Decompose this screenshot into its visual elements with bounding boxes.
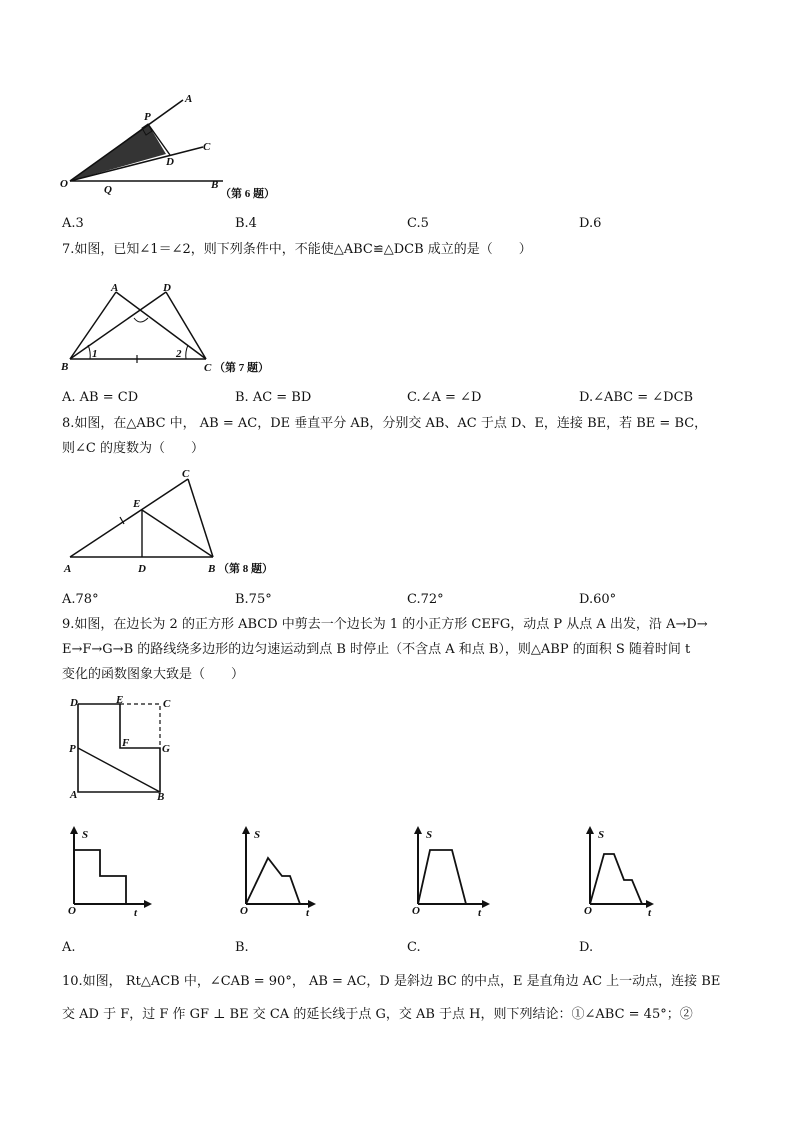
q6-figure	[58, 92, 308, 204]
q7-caption: （第 7 题）	[214, 362, 269, 374]
q6-option-a: A.3	[62, 216, 84, 231]
q7-option-d: D.∠ABC = ∠DCB	[579, 390, 694, 405]
q8-caption: （第 8 题）	[218, 563, 273, 575]
q9-label-B: B	[157, 791, 165, 803]
q9-graph-a-o-label: O	[68, 905, 76, 916]
q8-stem-line1: 8.如图，在△ABC 中， AB = AC，DE 垂直平分 AB，分别交 AB、AC 于点 D、E，连接 BE，若 BE = BC，	[62, 416, 708, 431]
q9-graph-b-s-label: S	[254, 829, 261, 841]
q9-graph-d	[578, 824, 678, 916]
q8-label-A: A	[64, 563, 72, 575]
q6-label-C: C	[203, 141, 211, 153]
q10-stem-line1: 10.如图， Rt△ACB 中，∠CAB = 90°， AB = AC，D 是斜边 BC 的中点，E 是直角边 AC 上一动点，连接 BE	[62, 974, 721, 989]
q9-graph-c-t-label: t	[478, 907, 482, 916]
q7-option-a: A. AB = CD	[62, 390, 139, 405]
q8-option-c: C.72°	[407, 592, 444, 607]
q9-stem-line3: 变化的函数图象大致是（ ）	[62, 667, 245, 682]
q8-label-B: B	[208, 563, 216, 575]
q9-option-a: A.	[62, 940, 76, 955]
q9-graph-c	[406, 824, 506, 916]
q9-label-P: P	[69, 743, 76, 755]
q9-label-F: F	[122, 737, 130, 749]
q8-label-E: E	[133, 498, 141, 510]
q6-label-O: O	[60, 178, 68, 190]
q9-stem-line1: 9.如图，在边长为 2 的正方形 ABCD 中剪去一个边长为 1 的小正方形 CEFG，动点 P 从点 A 出发，沿 A→D→	[62, 617, 708, 632]
q9-graph-d-t-label: t	[648, 907, 652, 916]
q9-stem-line2: E→F→G→B 的路线绕多边形的边匀速运动到点 B 时停止（不含点 A 和点 B），则△ABP 的面积 S 随着时间 t	[62, 642, 691, 657]
q9-figure	[62, 692, 192, 804]
q9-label-D: D	[70, 697, 78, 709]
q9-option-c: C.	[407, 940, 421, 955]
q7-label-A: A	[111, 282, 119, 294]
q9-label-G: G	[162, 743, 170, 755]
q8-option-a: A.78°	[62, 592, 99, 607]
q7-option-b: B. AC = BD	[235, 390, 312, 405]
q6-label-D: D	[166, 156, 174, 168]
q7-label-C: C	[204, 362, 212, 374]
q9-graph-d-s-label: S	[598, 829, 605, 841]
q9-graph-c-s-label: S	[426, 829, 433, 841]
q6-option-c: C.5	[407, 216, 429, 231]
q9-label-E: E	[116, 694, 124, 706]
q9-graph-c-o-label: O	[412, 905, 420, 916]
q9-graph-a-t-label: t	[134, 907, 138, 916]
q9-graph-a-s-label: S	[82, 829, 89, 841]
q9-graph-a	[62, 824, 162, 916]
q8-stem-line2: 则∠C 的度数为（ ）	[62, 441, 204, 456]
q8-figure	[58, 464, 298, 580]
q6-label-P: P	[144, 111, 151, 123]
q9-option-d: D.	[579, 940, 594, 955]
q7-label-D: D	[163, 282, 171, 294]
q10-stem-line2: 交 AD 于 F，过 F 作 GF ⊥ BE 交 CA 的延长线于点 G，交 AB 于点 H，则下列结论：①∠ABC = 45°；②	[62, 1007, 693, 1022]
q7-label-B: B	[61, 361, 69, 373]
q6-option-b: B.4	[235, 216, 257, 231]
q7-label-1: 1	[92, 348, 98, 360]
q6-label-B: B	[211, 179, 219, 191]
q9-graph-b-t-label: t	[306, 907, 310, 916]
q6-caption: （第 6 题）	[220, 188, 275, 200]
q8-label-C: C	[182, 468, 190, 480]
q8-option-d: D.60°	[579, 592, 617, 607]
q9-graph-d-o-label: O	[584, 905, 592, 916]
q8-label-D: D	[138, 563, 146, 575]
q7-label-2: 2	[176, 348, 182, 360]
q7-figure	[58, 282, 298, 378]
q9-label-C: C	[163, 698, 171, 710]
q6-label-A: A	[185, 93, 193, 105]
q9-graph-b-o-label: O	[240, 905, 248, 916]
q7-option-c: C.∠A = ∠D	[407, 390, 482, 405]
q8-option-b: B.75°	[235, 592, 272, 607]
q9-label-A: A	[70, 789, 78, 801]
q6-option-d: D.6	[579, 216, 602, 231]
q7-stem: 7.如图，已知∠1＝∠2，则下列条件中，不能使△ABC≌△DCB 成立的是（ ）	[62, 242, 532, 257]
q9-graph-b	[234, 824, 334, 916]
q6-label-Q: Q	[104, 184, 112, 196]
q9-option-b: B.	[235, 940, 249, 955]
